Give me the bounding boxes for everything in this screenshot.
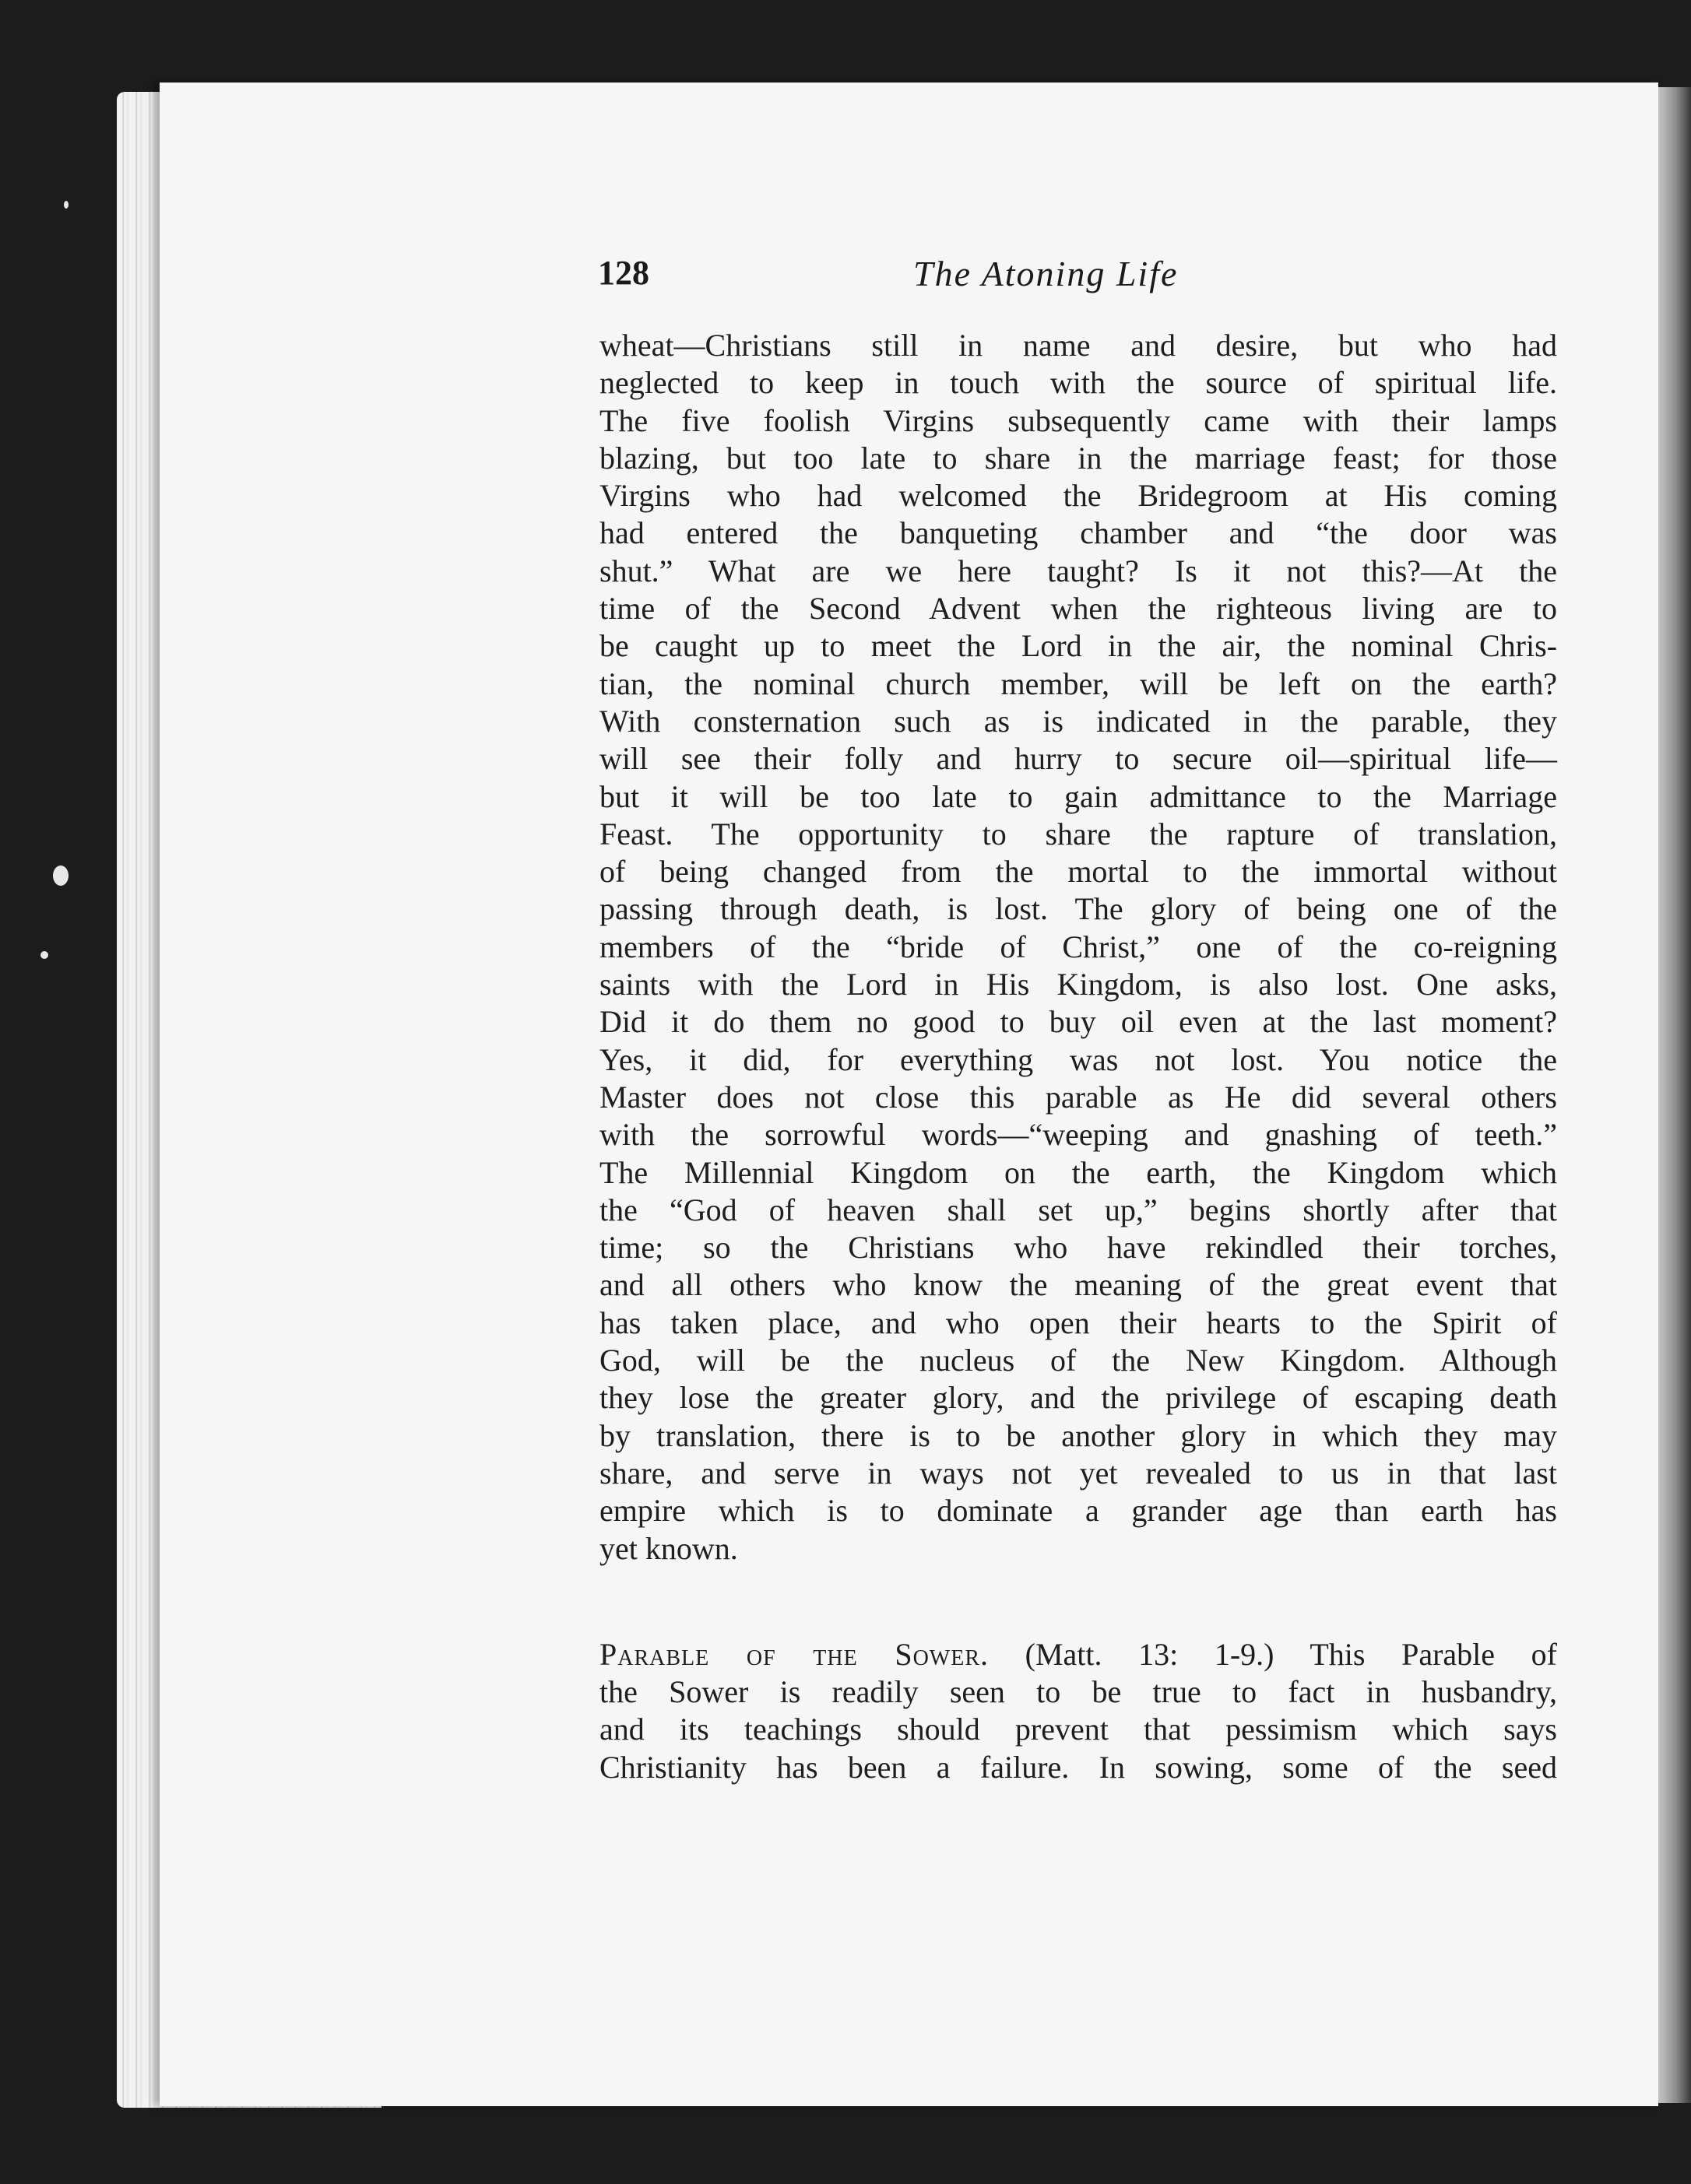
text-line: Virgins who had welcomed the Bridegroom at His coming xyxy=(599,478,1557,514)
text-line: will see their folly and hurry to secure oil—spiritual life— xyxy=(599,741,1557,777)
text-line: wheat—Christians still in name and desire, but who had xyxy=(599,328,1557,363)
text-line: shut.” What are we here taught? Is it not this?—At the xyxy=(599,553,1557,588)
text-line: yet known. xyxy=(599,1530,738,1566)
text-line: with the sorrowful words—“weeping and gnashing of teeth.” xyxy=(599,1117,1557,1153)
paragraph-parable-of-sower xyxy=(599,1636,1557,1786)
text-line: neglected to keep in touch with the source of spiritual life. xyxy=(599,365,1557,401)
text-line: the Sower is readily seen to be true to fact in husbandry, xyxy=(599,1674,1557,1710)
text-line: Christianity has been a failure. In sowing, some of the seed xyxy=(599,1749,1557,1785)
page-header xyxy=(598,253,1563,300)
text-line: The Millennial Kingdom on the earth, the Kingdom which xyxy=(599,1154,1557,1190)
section-heading: Parable of the Sower. xyxy=(599,1636,989,1672)
running-title: The Atoning Life xyxy=(913,254,1179,293)
text-line: blazing, but too late to share in the marriage feast; for those xyxy=(599,440,1557,476)
text-line: had entered the banqueting chamber and “the door was xyxy=(599,515,1557,551)
text-line: Master does not close this parable as He did several others xyxy=(599,1079,1557,1115)
text-line: and all others who know the meaning of the great event that xyxy=(599,1267,1557,1303)
text-line: but it will be too late to gain admittance to the Marriage xyxy=(599,778,1557,814)
text-line: empire which is to dominate a grander age than earth has xyxy=(599,1493,1557,1529)
text-line: passing through death, is lost. The glory of being one of the xyxy=(599,891,1557,927)
text-line: the “God of heaven shall set up,” begins shortly after that xyxy=(599,1192,1557,1227)
dust-speck xyxy=(40,951,48,959)
text-line: by translation, there is to be another glory in which they may xyxy=(599,1417,1557,1453)
text-line: be caught up to meet the Lord in the air, the nominal Chris- xyxy=(599,628,1557,664)
book-right-edge-shadow xyxy=(1654,87,1691,2103)
text-line xyxy=(599,1636,1557,1673)
text-line: tian, the nominal church member, will be left on the earth? xyxy=(599,665,1557,701)
text-line: of being changed from the mortal to the immortal without xyxy=(599,854,1557,890)
text-line: time; so the Christians who have rekindled their torches, xyxy=(599,1230,1557,1266)
text-line: and its teachings should prevent that pessimism which says xyxy=(599,1712,1557,1747)
text-line: The five foolish Virgins subsequently came with their lamps xyxy=(599,402,1557,438)
paragraph-parable-of-virgins xyxy=(599,327,1557,1568)
paragraph-gap xyxy=(599,1568,1557,1636)
text-line: With consternation such as is indicated in the parable, they xyxy=(599,703,1557,739)
text-line: they lose the greater glory, and the privilege of escaping death xyxy=(599,1380,1557,1416)
dust-speck xyxy=(64,201,69,209)
text-line: God, will be the nucleus of the New Kingdom. Although xyxy=(599,1343,1557,1378)
text-line: time of the Second Advent when the righteous living are to xyxy=(599,591,1557,627)
text-line: Feast. The opportunity to share the rapture of translation, xyxy=(599,816,1557,851)
dust-speck xyxy=(53,866,69,886)
text-line: members of the “bride of Christ,” one of the co-reigning xyxy=(599,929,1557,964)
page-number: 128 xyxy=(598,254,649,292)
heading-line-text: (Matt. 13: 1-9.) This Parable of xyxy=(989,1636,1557,1672)
text-line: share, and serve in ways not yet revealed to us in that last xyxy=(599,1455,1557,1491)
text-line: Yes, it did, for everything was not lost. You notice the xyxy=(599,1041,1557,1077)
text-line: saints with the Lord in His Kingdom, is also lost. One asks, xyxy=(599,967,1557,1002)
body-text xyxy=(599,327,1557,1786)
text-line: has taken place, and who open their hearts to the Spirit of xyxy=(599,1304,1557,1340)
text-line: Did it do them no good to buy oil even at the last moment? xyxy=(599,1004,1557,1040)
